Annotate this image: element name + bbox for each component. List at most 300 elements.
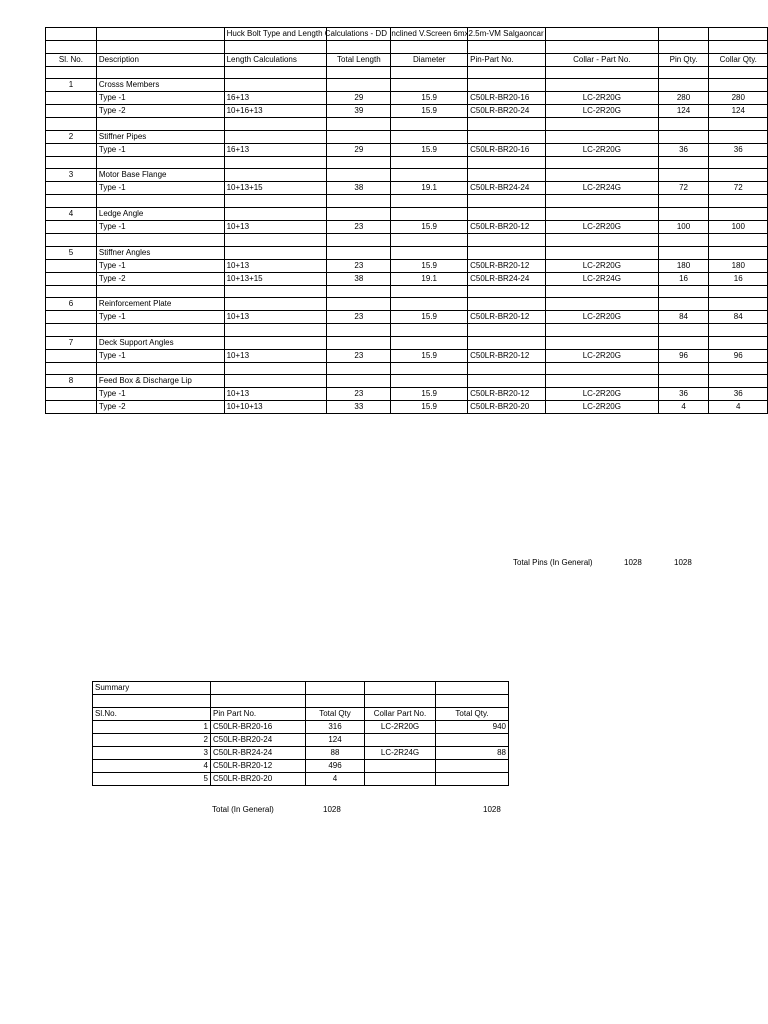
total-length: 23 [327,349,391,362]
cell [658,41,709,54]
cell [96,362,224,375]
total-pins-value: 1028 [624,558,642,567]
total-pins-label: Total Pins (In General) [513,558,593,567]
total-length: 23 [327,220,391,233]
total-collars-value: 1028 [674,558,692,567]
cell [46,143,97,156]
cell [327,156,391,169]
cell [468,169,546,182]
cell [546,298,659,311]
diameter: 15.9 [391,92,468,105]
cell [224,233,327,246]
cell [436,682,509,695]
header-row [46,53,768,66]
serial-number: 5 [46,246,97,259]
cell [391,79,468,92]
item-row [46,349,768,362]
cell [436,695,509,708]
cell [468,233,546,246]
item-row [46,272,768,285]
group-row [46,375,768,388]
column-header: Collar Qty. [709,53,768,66]
length-calculation: 10+16+13 [224,105,327,118]
item-description: Type -1 [96,143,224,156]
pin-part-no: C50LR-BR20-12 [468,220,546,233]
collar-qty: 16 [709,272,768,285]
length-calculation: 10+13+15 [224,272,327,285]
blank-row [46,285,768,298]
summary-collar-part: LC-2R24G [365,746,436,759]
pin-part-no: C50LR-BR20-12 [468,259,546,272]
item-row [46,182,768,195]
summary-row [93,772,509,785]
cell [46,41,97,54]
item-description: Type -1 [96,182,224,195]
cell [46,259,97,272]
cell [391,336,468,349]
serial-number: 2 [46,130,97,143]
cell [658,246,709,259]
group-description: Stiffner Angles [96,246,224,259]
cell [658,28,709,41]
cell [709,375,768,388]
item-row [46,220,768,233]
summary-total-label: Total (In General) [212,805,274,814]
group-row [46,246,768,259]
summary-table [92,681,509,786]
item-row [46,92,768,105]
length-calculation: 10+10+13 [224,401,327,414]
item-description: Type -1 [96,311,224,324]
collar-part-no: LC-2R20G [546,105,659,118]
cell [546,41,659,54]
item-row [46,401,768,414]
cell [658,324,709,337]
column-header: Description [96,53,224,66]
pin-qty: 36 [658,388,709,401]
cell [546,362,659,375]
cell [306,695,365,708]
summary-collar-part: LC-2R20G [365,720,436,733]
cell [546,375,659,388]
item-row [46,105,768,118]
blank-row [46,66,768,79]
summary-collar-qty: 940 [436,720,509,733]
total-length: 23 [327,259,391,272]
cell [46,233,97,246]
cell [391,375,468,388]
collar-part-no: LC-2R20G [546,401,659,414]
cell [327,375,391,388]
cell [709,195,768,208]
pin-part-no: C50LR-BR24-24 [468,182,546,195]
cell [468,285,546,298]
cell [224,195,327,208]
group-row [46,79,768,92]
item-description: Type -2 [96,105,224,118]
total-length: 38 [327,272,391,285]
collar-part-no: LC-2R20G [546,388,659,401]
diameter: 15.9 [391,259,468,272]
sheet-title: Huck Bolt Type and Length Calculations - DD Inclined V.Screen 6mx2.5m-VM Salgaoncar [224,28,327,41]
cell [546,207,659,220]
pin-qty: 180 [658,259,709,272]
summary-pin-part: C50LR-BR20-24 [211,733,306,746]
blank-row [46,233,768,246]
group-description: Feed Box & Discharge Lip [96,375,224,388]
cell [391,130,468,143]
summary-collar-part [365,759,436,772]
total-length: 23 [327,388,391,401]
cell [546,233,659,246]
cell [468,246,546,259]
cell [96,28,224,41]
cell [709,156,768,169]
serial-number: 7 [46,336,97,349]
blank-row [46,324,768,337]
cell [224,118,327,131]
blank-row [46,118,768,131]
collar-part-no: LC-2R20G [546,92,659,105]
cell [658,362,709,375]
cell [546,169,659,182]
collar-part-no: LC-2R24G [546,182,659,195]
cell [224,298,327,311]
cell [546,118,659,131]
cell [709,246,768,259]
cell [96,41,224,54]
length-calculation: 10+13 [224,388,327,401]
column-header: Pin Qty. [658,53,709,66]
collar-qty: 84 [709,311,768,324]
cell [391,246,468,259]
item-description: Type -1 [96,349,224,362]
cell [709,362,768,375]
diameter: 15.9 [391,401,468,414]
total-length: 38 [327,182,391,195]
summary-column-header: Total Qty [306,707,365,720]
cell [658,285,709,298]
cell [468,336,546,349]
cell [224,207,327,220]
total-length: 29 [327,143,391,156]
summary-collar-qty: 88 [436,746,509,759]
summary-collar-qty [436,772,509,785]
group-row [46,336,768,349]
cell [391,169,468,182]
column-header: Collar - Part No. [546,53,659,66]
cell [46,401,97,414]
cell [96,156,224,169]
collar-qty: 100 [709,220,768,233]
group-row [46,169,768,182]
item-row [46,388,768,401]
serial-number: 1 [46,79,97,92]
cell [468,375,546,388]
summary-pin-qty: 88 [306,746,365,759]
total-length: 23 [327,311,391,324]
group-description: Stiffner Pipes [96,130,224,143]
title-row [46,28,768,41]
pin-qty: 16 [658,272,709,285]
length-calculation: 16+13 [224,92,327,105]
cell [96,324,224,337]
item-description: Type -1 [96,259,224,272]
cell [46,324,97,337]
collar-part-no: LC-2R20G [546,259,659,272]
diameter: 19.1 [391,272,468,285]
cell [46,66,97,79]
cell [709,28,768,41]
blank-row [46,156,768,169]
cell [709,285,768,298]
summary-row [93,733,509,746]
cell [546,246,659,259]
summary-row [93,759,509,772]
pin-part-no: C50LR-BR20-20 [468,401,546,414]
cell [658,375,709,388]
collar-qty: 280 [709,92,768,105]
group-row [46,298,768,311]
length-calculation: 16+13 [224,143,327,156]
cell [391,285,468,298]
diameter: 15.9 [391,388,468,401]
pin-part-no: C50LR-BR20-12 [468,349,546,362]
length-calculation: 10+13 [224,349,327,362]
collar-part-no: LC-2R24G [546,272,659,285]
cell [224,79,327,92]
group-description: Deck Support Angles [96,336,224,349]
summary-serial: 5 [93,772,211,785]
pin-part-no: C50LR-BR24-24 [468,272,546,285]
cell [391,233,468,246]
cell [46,156,97,169]
cell [468,118,546,131]
collar-qty: 72 [709,182,768,195]
cell [211,682,306,695]
pin-qty: 72 [658,182,709,195]
cell [468,324,546,337]
group-row [46,130,768,143]
summary-column-header: Sl.No. [93,707,211,720]
cell [46,388,97,401]
column-header: Total Length [327,53,391,66]
cell [546,336,659,349]
cell [327,118,391,131]
column-header: Diameter [391,53,468,66]
item-description: Type -1 [96,92,224,105]
cell [546,324,659,337]
cell [709,233,768,246]
item-description: Type -2 [96,272,224,285]
cell [327,195,391,208]
cell [546,156,659,169]
summary-header-row [93,707,509,720]
cell [391,41,468,54]
diameter: 15.9 [391,349,468,362]
cell [46,28,97,41]
collar-qty: 4 [709,401,768,414]
cell [46,92,97,105]
total-length: 39 [327,105,391,118]
cell [46,272,97,285]
pin-qty: 84 [658,311,709,324]
cell [658,118,709,131]
serial-number: 6 [46,298,97,311]
cell [327,233,391,246]
cell [709,324,768,337]
summary-row [93,746,509,759]
cell [327,246,391,259]
summary-collar-part [365,772,436,785]
collar-qty: 36 [709,143,768,156]
summary-serial: 4 [93,759,211,772]
cell [709,336,768,349]
serial-number: 3 [46,169,97,182]
blank-row [46,41,768,54]
cell [365,682,436,695]
summary-serial: 2 [93,733,211,746]
cell [391,362,468,375]
cell [391,324,468,337]
pin-qty: 36 [658,143,709,156]
cell [709,169,768,182]
cell [46,105,97,118]
serial-number: 8 [46,375,97,388]
cell [658,298,709,311]
cell [546,195,659,208]
blank-row [46,362,768,375]
cell [468,362,546,375]
cell [327,130,391,143]
cell [391,156,468,169]
length-calculation: 10+13 [224,220,327,233]
cell [211,695,306,708]
diameter: 15.9 [391,220,468,233]
cell [224,41,327,54]
summary-column-header: Pin Part No. [211,707,306,720]
item-row [46,311,768,324]
summary-title: Summary [93,682,211,695]
cell [224,169,327,182]
cell [468,130,546,143]
summary-pin-part: C50LR-BR20-16 [211,720,306,733]
cell [224,324,327,337]
diameter: 15.9 [391,311,468,324]
pin-qty: 96 [658,349,709,362]
group-description: Ledge Angle [96,207,224,220]
cell [327,324,391,337]
cell [546,79,659,92]
collar-part-no: LC-2R20G [546,311,659,324]
cell [327,285,391,298]
summary-column-header: Total Qty. [436,707,509,720]
cell [327,79,391,92]
cell [46,311,97,324]
cell [391,66,468,79]
summary-total-collars: 1028 [483,805,501,814]
cell [224,246,327,259]
summary-serial: 1 [93,720,211,733]
cell [46,349,97,362]
cell [709,130,768,143]
summary-pin-part: C50LR-BR20-20 [211,772,306,785]
item-description: Type -2 [96,401,224,414]
summary-pin-qty: 316 [306,720,365,733]
cell [468,207,546,220]
cell [658,66,709,79]
cell [46,182,97,195]
cell [658,130,709,143]
total-length: 33 [327,401,391,414]
cell [224,66,327,79]
cell [96,118,224,131]
group-row [46,207,768,220]
cell [46,118,97,131]
cell [391,298,468,311]
serial-number: 4 [46,207,97,220]
blank-row [46,195,768,208]
pin-part-no: C50LR-BR20-24 [468,105,546,118]
pin-qty: 100 [658,220,709,233]
summary-column-header: Collar Part No. [365,707,436,720]
cell [46,220,97,233]
cell [224,375,327,388]
column-header: Pin-Part No. [468,53,546,66]
cell [327,66,391,79]
collar-part-no: LC-2R20G [546,220,659,233]
pin-part-no: C50LR-BR20-16 [468,143,546,156]
length-calculation: 10+13 [224,259,327,272]
pin-qty: 4 [658,401,709,414]
cell [468,195,546,208]
total-length: 29 [327,92,391,105]
cell [658,233,709,246]
cell [468,79,546,92]
cell [546,66,659,79]
cell [391,195,468,208]
cell [658,207,709,220]
summary-total-pins: 1028 [323,805,341,814]
summary-serial: 3 [93,746,211,759]
cell [46,362,97,375]
pin-part-no: C50LR-BR20-12 [468,388,546,401]
collar-part-no: LC-2R20G [546,143,659,156]
cell [224,362,327,375]
huck-bolt-table [45,27,768,414]
cell [709,66,768,79]
blank-row [93,695,509,708]
item-row [46,143,768,156]
summary-pin-qty: 124 [306,733,365,746]
cell [327,362,391,375]
cell [468,41,546,54]
summary-pin-part: C50LR-BR20-12 [211,759,306,772]
cell [46,195,97,208]
pin-qty: 280 [658,92,709,105]
group-description: Motor Base Flange [96,169,224,182]
cell [327,298,391,311]
diameter: 19.1 [391,182,468,195]
pin-part-no: C50LR-BR20-16 [468,92,546,105]
cell [546,28,659,41]
cell [709,41,768,54]
item-description: Type -1 [96,220,224,233]
cell [306,682,365,695]
summary-pin-qty: 4 [306,772,365,785]
collar-qty: 96 [709,349,768,362]
cell [96,285,224,298]
